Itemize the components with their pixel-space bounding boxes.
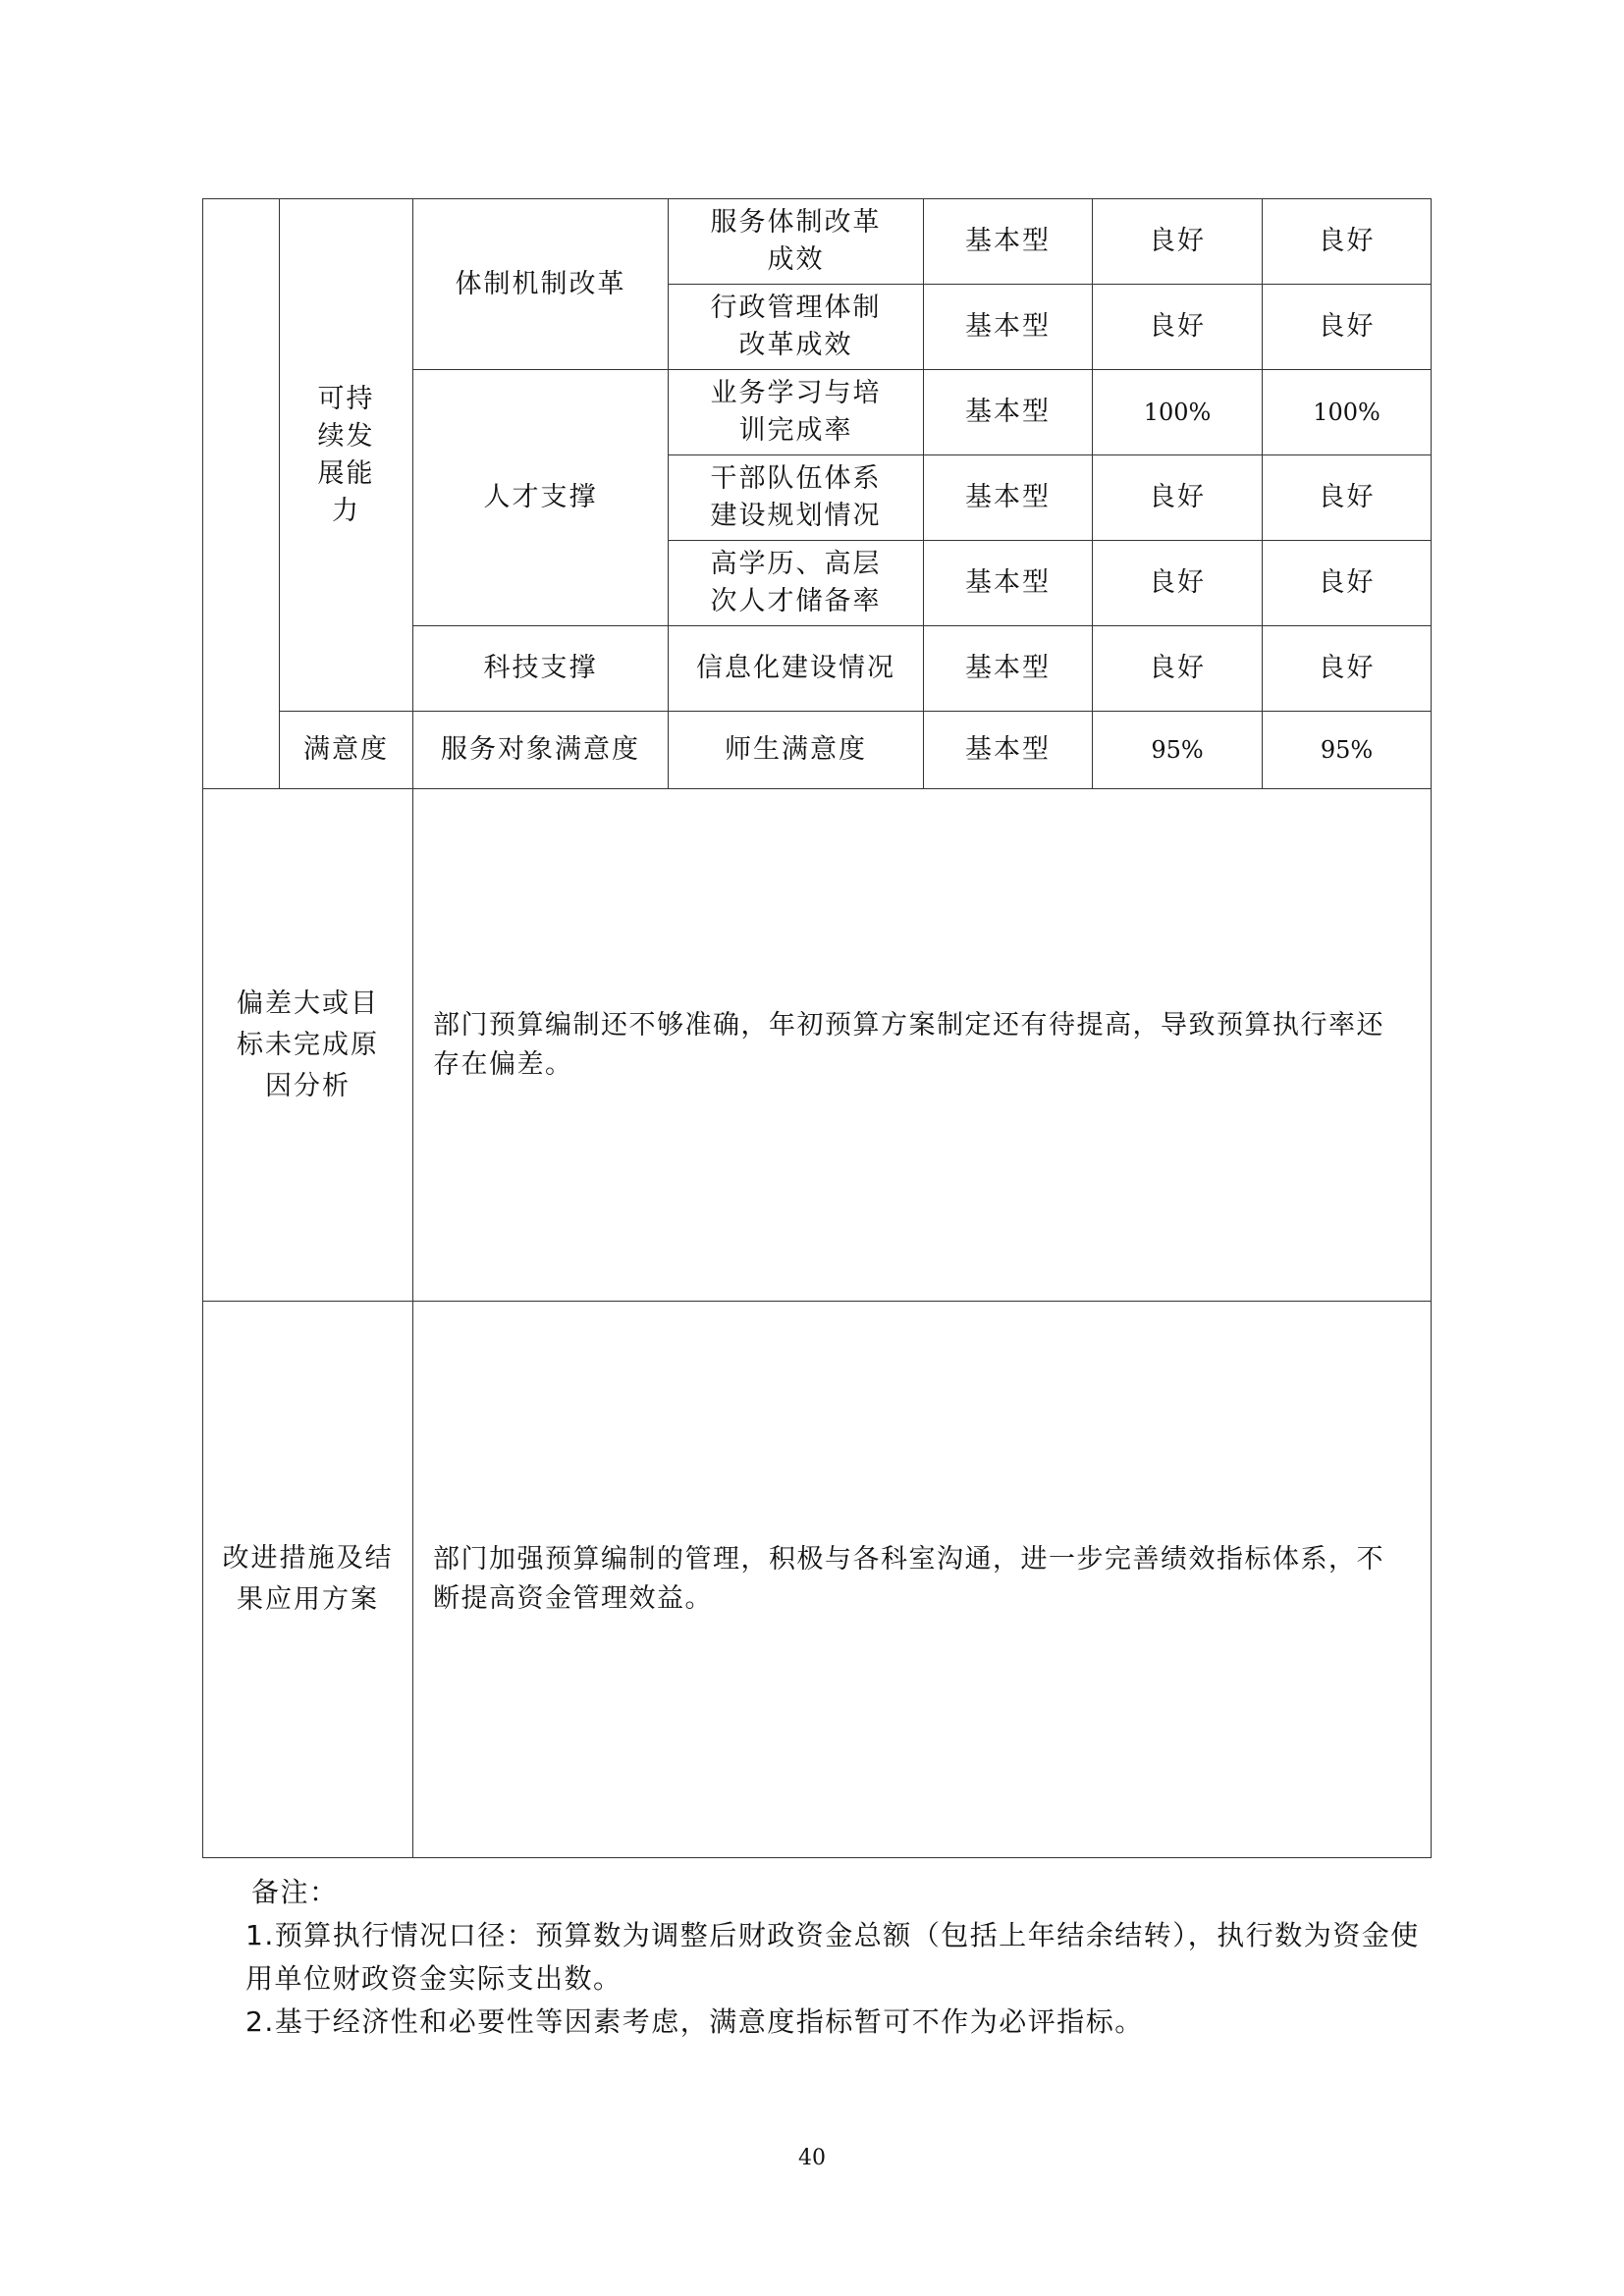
secondary-indicator: 科技支撑 bbox=[413, 626, 669, 712]
target-cell: 良好 bbox=[1093, 455, 1263, 541]
type-cell: 基本型 bbox=[924, 541, 1093, 626]
indicator-cell: 行政管理体制改革成效 bbox=[669, 285, 924, 370]
notes-title: 备注： bbox=[251, 1876, 339, 1908]
note-item: 1.预算执行情况口径：预算数为调整后财政资金总额（包括上年结余结转），执行数为资金使用单位财政资金实际支出数。 bbox=[245, 1919, 1420, 1995]
notes-section bbox=[245, 1871, 1424, 2044]
indicator-cell: 干部队伍体系建设规划情况 bbox=[669, 455, 924, 541]
indicator-cell: 业务学习与培训完成率 bbox=[669, 370, 924, 455]
actual-cell: 良好 bbox=[1263, 541, 1432, 626]
sustainability-label: 可持续发展能力 bbox=[280, 199, 413, 712]
secondary-indicator: 服务对象满意度 bbox=[413, 712, 669, 789]
actual-cell: 100% bbox=[1263, 370, 1432, 455]
type-cell: 基本型 bbox=[924, 455, 1093, 541]
secondary-indicator: 体制机制改革 bbox=[413, 199, 669, 370]
indicator-cell: 高学历、高层次人才储备率 bbox=[669, 541, 924, 626]
secondary-indicator: 人才支撑 bbox=[413, 370, 669, 626]
improvement-label: 改进措施及结果应用方案 bbox=[203, 1302, 413, 1858]
first-level-indicator-cell bbox=[203, 199, 280, 789]
satisfaction-label: 满意度 bbox=[280, 712, 413, 789]
actual-cell: 95% bbox=[1263, 712, 1432, 789]
type-cell: 基本型 bbox=[924, 199, 1093, 285]
page-number: 40 bbox=[798, 2146, 826, 2170]
note-item: 2.基于经济性和必要性等因素考虑，满意度指标暂可不作为必评指标。 bbox=[245, 2005, 1144, 2038]
deviation-text: 部门预算编制还不够准确，年初预算方案制定还有待提高，导致预算执行率还存在偏差。 bbox=[413, 789, 1432, 1302]
type-cell: 基本型 bbox=[924, 626, 1093, 712]
actual-cell: 良好 bbox=[1263, 285, 1432, 370]
type-cell: 基本型 bbox=[924, 712, 1093, 789]
indicator-cell: 信息化建设情况 bbox=[669, 626, 924, 712]
target-cell: 100% bbox=[1093, 370, 1263, 455]
target-cell: 良好 bbox=[1093, 541, 1263, 626]
actual-cell: 良好 bbox=[1263, 199, 1432, 285]
target-cell: 95% bbox=[1093, 712, 1263, 789]
indicator-cell: 服务体制改革成效 bbox=[669, 199, 924, 285]
improvement-text: 部门加强预算编制的管理，积极与各科室沟通，进一步完善绩效指标体系，不断提高资金管理效益。 bbox=[413, 1302, 1432, 1858]
type-cell: 基本型 bbox=[924, 370, 1093, 455]
actual-cell: 良好 bbox=[1263, 626, 1432, 712]
performance-table bbox=[202, 198, 1432, 1858]
target-cell: 良好 bbox=[1093, 199, 1263, 285]
deviation-label: 偏差大或目标未完成原因分析 bbox=[203, 789, 413, 1302]
type-cell: 基本型 bbox=[924, 285, 1093, 370]
target-cell: 良好 bbox=[1093, 285, 1263, 370]
indicator-cell: 师生满意度 bbox=[669, 712, 924, 789]
actual-cell: 良好 bbox=[1263, 455, 1432, 541]
target-cell: 良好 bbox=[1093, 626, 1263, 712]
